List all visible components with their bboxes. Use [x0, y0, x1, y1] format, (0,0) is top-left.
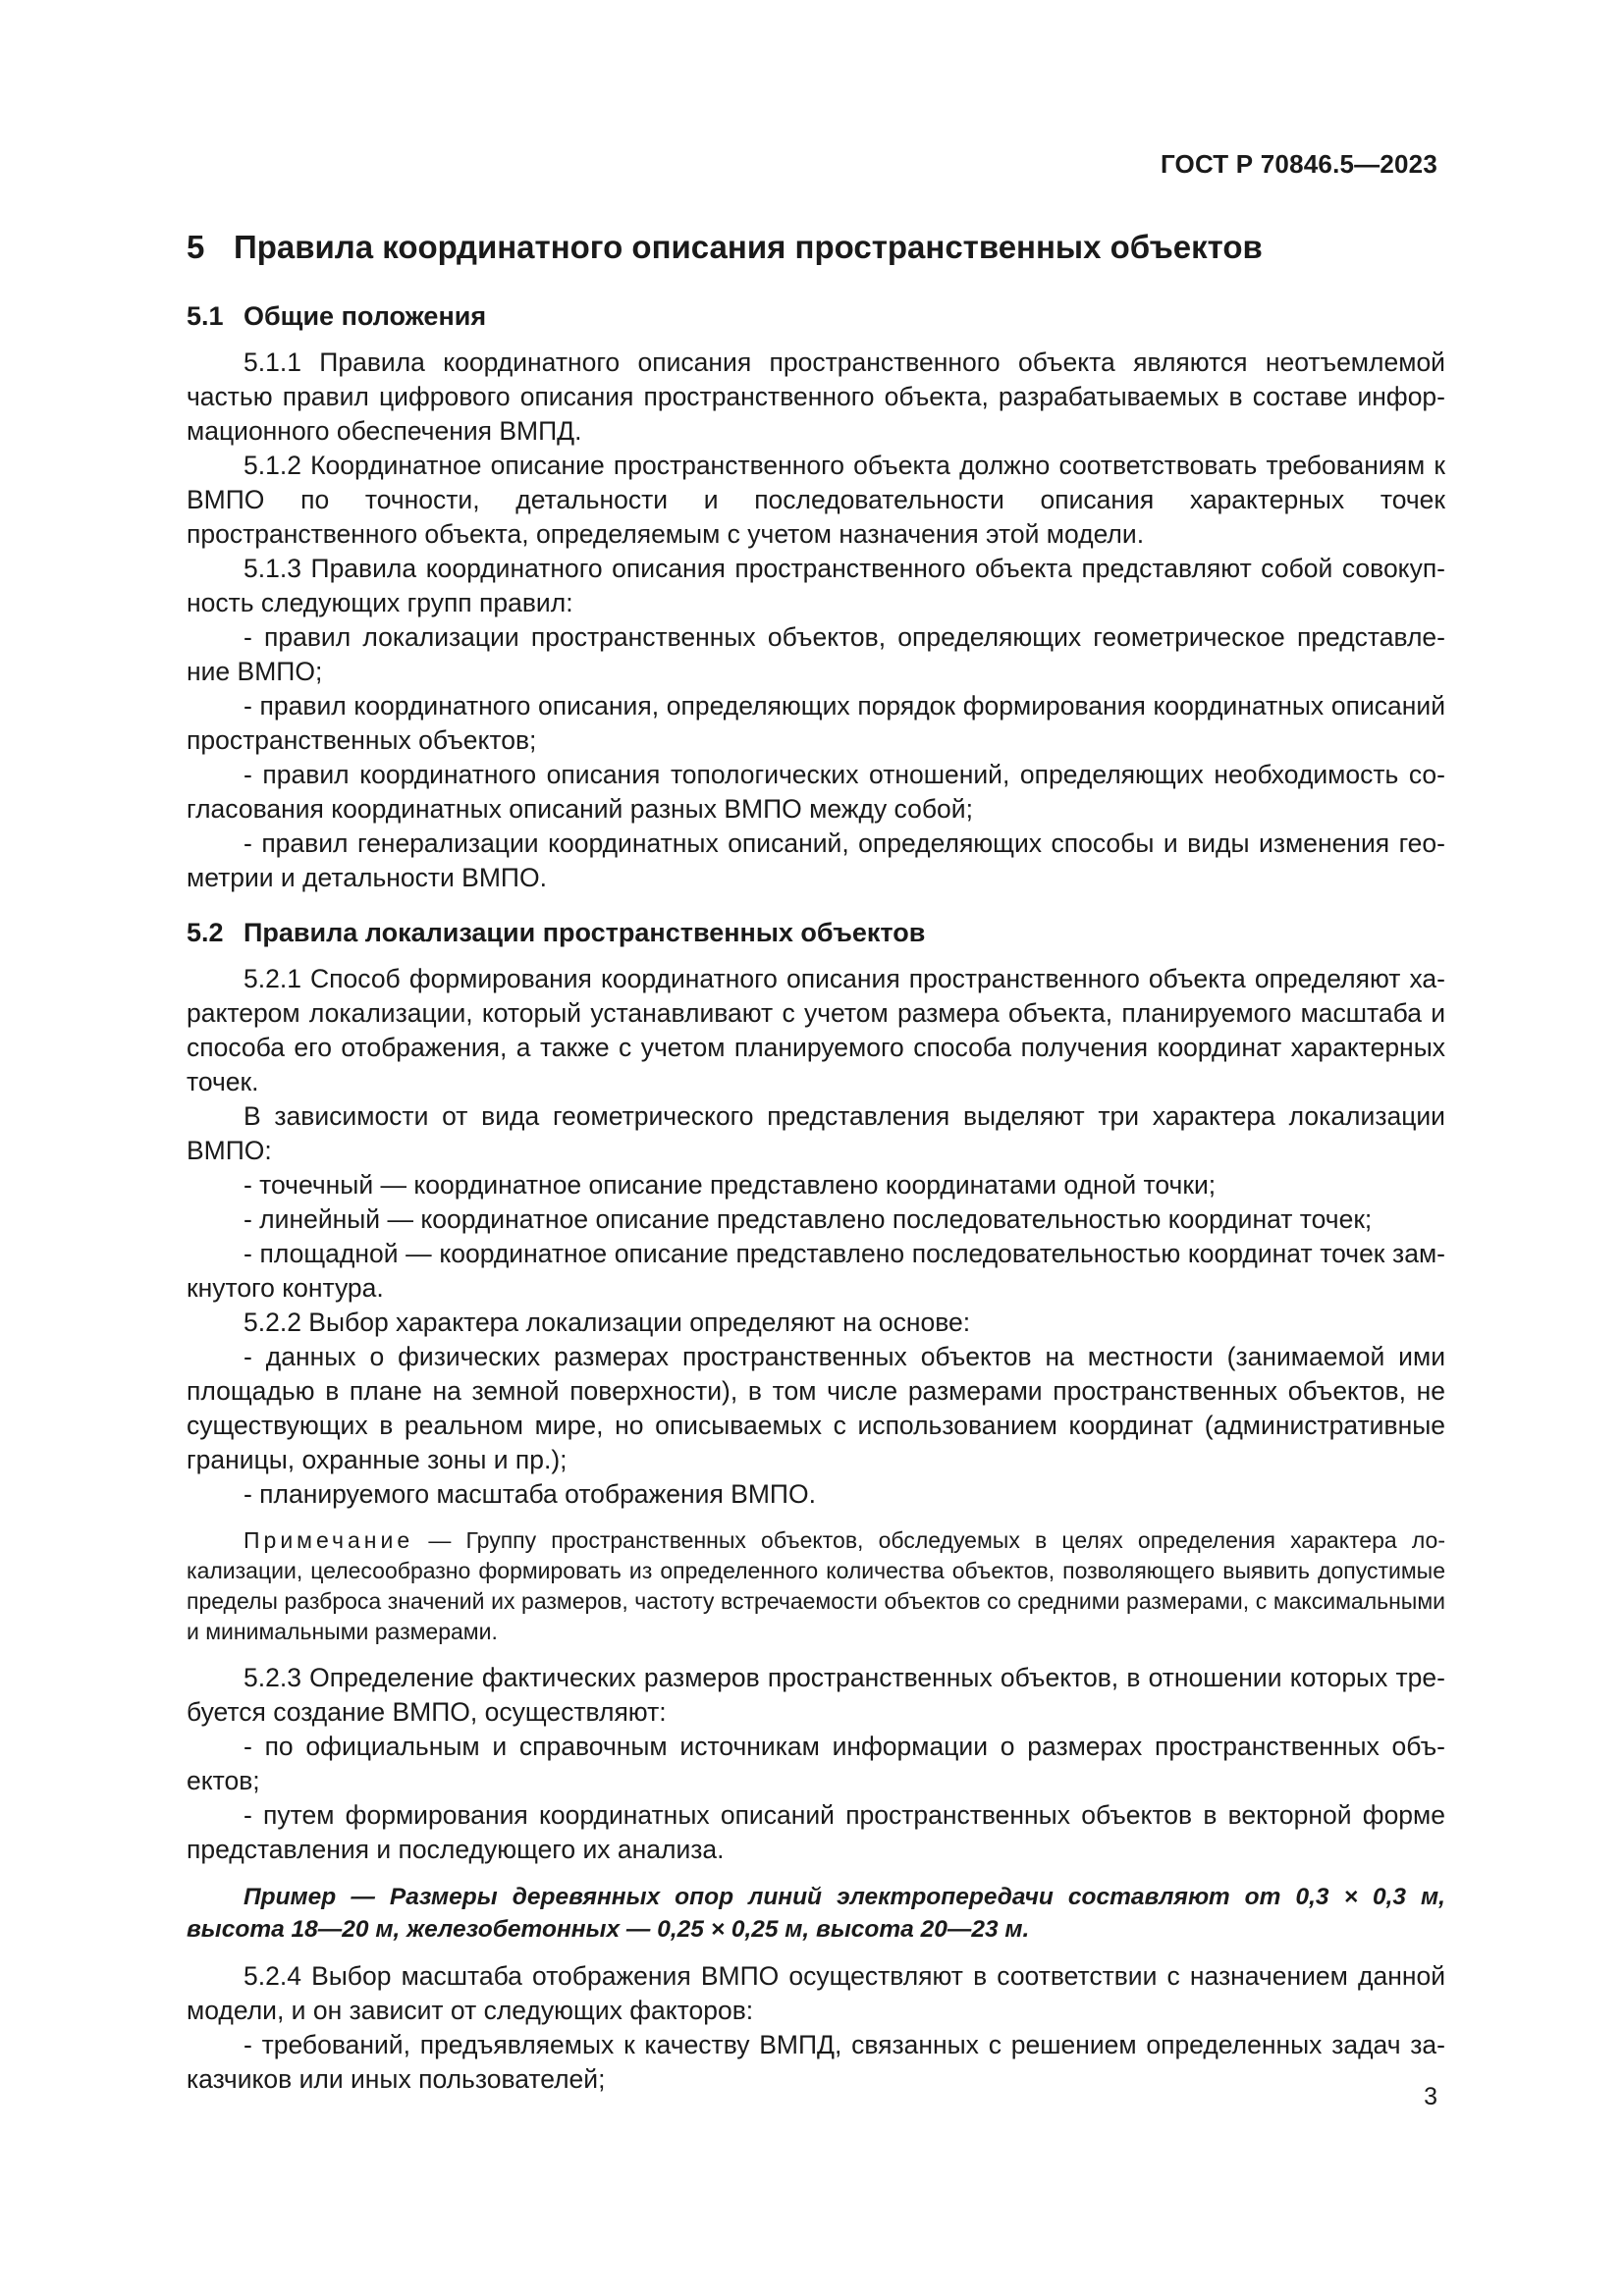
list-item: - правил генерализации координатных описаний, определяющих способы и виды изменения геометрии и детальности ВМПО. — [187, 828, 1445, 892]
section-number: 5 — [187, 229, 205, 265]
subsection-title — [187, 298, 1445, 334]
list-item: - данных о физических размерах пространственных объектов на местности (занимаемой ими площадью в плане на земной поверхности), в том числе размерами пространственных объектов, не существующих в реальном мире, но описываемых с использованием координат (административные границы, охранные зоны и пр.); — [187, 1342, 1445, 1474]
example: Пример — Размеры деревянных опор линий электропередачи составляют от 0,3 × 0,3 м, высота 18—20 м, железобетонных — 0,25 × 0,25 м, высота 20—23 м. — [187, 1884, 1445, 1943]
list-item: - планируемого масштаба отображения ВМПО. — [244, 1479, 816, 1509]
subsection-title-text: Правила локализации пространственных объектов — [244, 918, 926, 947]
list-item: - требований, предъявляемых к качеству ВМПД, связанных с решением определенных задач заказчиков или иных пользователей; — [187, 2030, 1445, 2094]
list-item: - по официальным и справочным источникам информации о размерах пространственных объектов; — [187, 1732, 1445, 1795]
subsection-title — [187, 915, 1445, 950]
paragraph: 5.1.3 Правила координатного описания пространственного объекта представляют собой совокупность следующих групп правил: — [187, 554, 1445, 617]
paragraph: 5.2.2 Выбор характера локализации определяют на основе: — [244, 1308, 971, 1337]
paragraph: 5.2.4 Выбор масштаба отображения ВМПО осуществляют в соответствии с назначением данной модели, и он зависит от следующих факторов: — [187, 1961, 1445, 2025]
section-title — [187, 226, 1445, 269]
list-item: - точечный — координатное описание представлено координатами одной точки; — [244, 1170, 1217, 1200]
list-item: - площадной — координатное описание представлено последовательностью координат точек замкнутого контура. — [187, 1239, 1445, 1303]
note-text: — Группу пространственных объектов, обследуемых в целях определения характера локализации, целесообразно формировать из определенного количества объектов, позволяющего выявить допустимые пределы разброса значений их размеров, частоту встречаемости объектов со средними размерами, с максимальными и минимальными размерами. — [187, 1527, 1445, 1644]
list-item: - правил координатного описания, определяющих порядок формирования координатных описаний пространственных объектов; — [187, 691, 1445, 755]
list-item: - правил координатного описания топологических отношений, определяющих необходимость согласования координатных описаний разных ВМПО между собой; — [187, 760, 1445, 824]
list-item: - путем формирования координатных описаний пространственных объектов в векторной форме представления и последующего их анализа. — [187, 1800, 1445, 1864]
subsection-number: 5.2 — [187, 918, 224, 947]
list-item: - линейный — координатное описание представлено последовательностью координат точек; — [244, 1204, 1373, 1234]
page-number: 3 — [1424, 2083, 1437, 2110]
paragraph: 5.1.1 Правила координатного описания пространственного объекта являются неотъемлемой частью правил цифрового описания пространственного объекта, разрабатываемых в составе информационного обеспечения ВМПД. — [187, 347, 1445, 446]
note — [187, 1525, 1445, 1647]
paragraph: 5.2.1 Способ формирования координатного описания пространственного объекта определяют характером локализации, который устанавливают с учетом размера объекта, планируемого масштаба и способа его отображения, а также с учетом планируемого способа получения координат характерных точек. — [187, 964, 1445, 1096]
page-content — [187, 222, 1445, 2097]
note-label: Примечание — [244, 1527, 414, 1553]
subsection-number: 5.1 — [187, 301, 224, 331]
subsection-title-text: Общие положения — [244, 301, 487, 331]
paragraph: 5.1.2 Координатное описание пространственного объекта должно соответствовать требованиям к ВМПО по точности, детальности и последовательности описания характерных точек пространственного объекта, определяемым с учетом назначения этой модели. — [187, 451, 1445, 549]
section-title-text: Правила координатного описания пространственных объектов — [234, 229, 1263, 265]
document-code: ГОСТ Р 70846.5—2023 — [1160, 149, 1437, 179]
list-item: - правил локализации пространственных объектов, определяющих геометрическое представление ВМПО; — [187, 622, 1445, 686]
paragraph: 5.2.3 Определение фактических размеров пространственных объектов, в отношении которых требуется создание ВМПО, осуществляют: — [187, 1663, 1445, 1727]
paragraph: В зависимости от вида геометрического представления выделяют три характера локализации ВМПО: — [187, 1101, 1445, 1165]
